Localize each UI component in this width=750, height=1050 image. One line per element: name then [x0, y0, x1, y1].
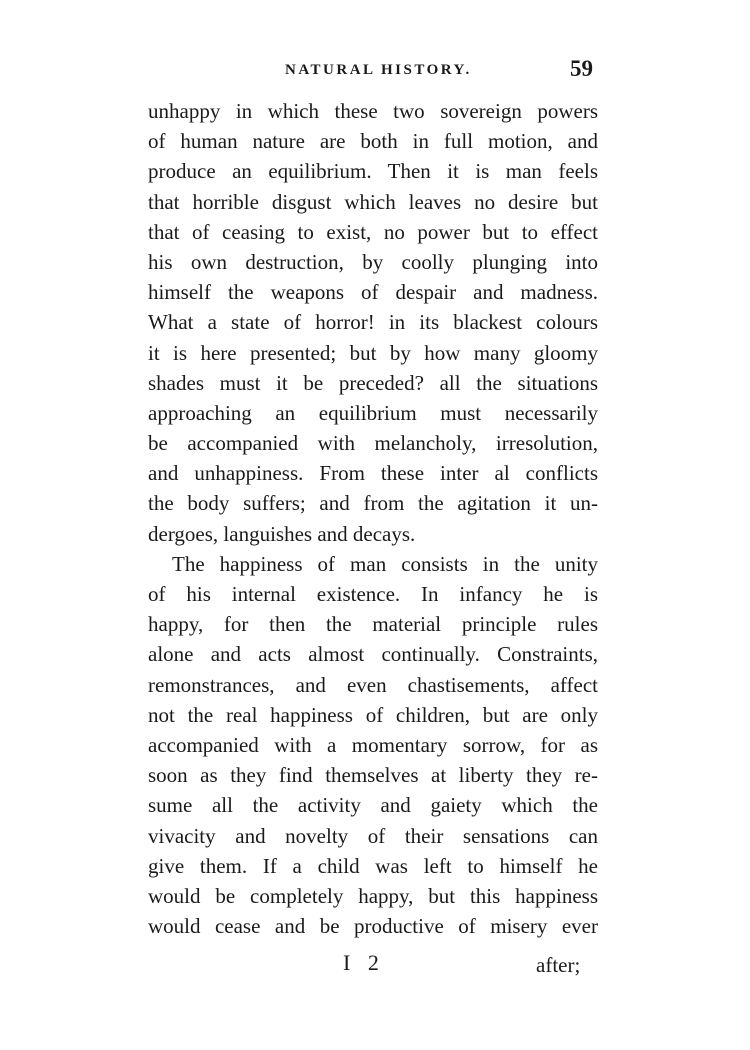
body-text — [148, 96, 598, 941]
text-line: alone and acts almost continually. Constraints, — [148, 642, 598, 667]
text-line: be accompanied with melancholy, irresolution, — [148, 431, 598, 456]
text-line: accompanied with a momentary sorrow, for as — [148, 732, 598, 757]
text-line: it is here presented; but by how many gloomy — [148, 340, 598, 365]
text-line: the body suffers; and from the agitation it un- — [148, 491, 598, 516]
text-line: soon as they find themselves at liberty they re- — [148, 763, 598, 788]
catchword: after; — [536, 953, 581, 977]
text-line: dergoes, languishes and decays. — [148, 521, 416, 546]
text-line: his own destruction, by coolly plunging into — [148, 249, 598, 274]
page-number: 59 — [570, 56, 593, 81]
text-line: himself the weapons of despair and madness. — [148, 280, 598, 305]
text-line: would cease and be productive of misery ever — [148, 914, 598, 939]
text-line: happy, for then the material principle rules — [148, 612, 598, 637]
text-line: unhappy in which these two sovereign powers — [148, 99, 598, 123]
text-line: not the real happiness of children, but are only — [148, 702, 598, 727]
paragraph-start-line: The happiness of man consists in the unity — [172, 551, 598, 576]
text-line: sume all the activity and gaiety which the — [148, 793, 598, 818]
text-line: that of ceasing to exist, no power but to effect — [148, 219, 598, 244]
text-line: shades must it be preceded? all the situations — [148, 370, 598, 395]
text-line: of human nature are both in full motion, and — [148, 129, 598, 154]
signature-mark: I 2 — [343, 950, 385, 975]
text-line: remonstrances, and even chastisements, affect — [148, 672, 598, 697]
text-line: produce an equilibrium. Then it is man feels — [148, 159, 598, 184]
text-line: that horrible disgust which leaves no desire but — [148, 189, 598, 214]
text-line: would be completely happy, but this happiness — [148, 883, 598, 908]
text-line: give them. If a child was left to himself he — [148, 853, 598, 878]
text-line: of his internal existence. In infancy he is — [148, 582, 598, 606]
running-head: NATURAL HISTORY. — [285, 62, 472, 78]
text-line: What a state of horror! in its blackest colours — [148, 310, 598, 335]
text-line: approaching an equilibrium must necessarily — [148, 400, 598, 425]
text-line: vivacity and novelty of their sensations can — [148, 823, 598, 848]
text-line: and unhappiness. From these inter al conflicts — [148, 461, 598, 486]
